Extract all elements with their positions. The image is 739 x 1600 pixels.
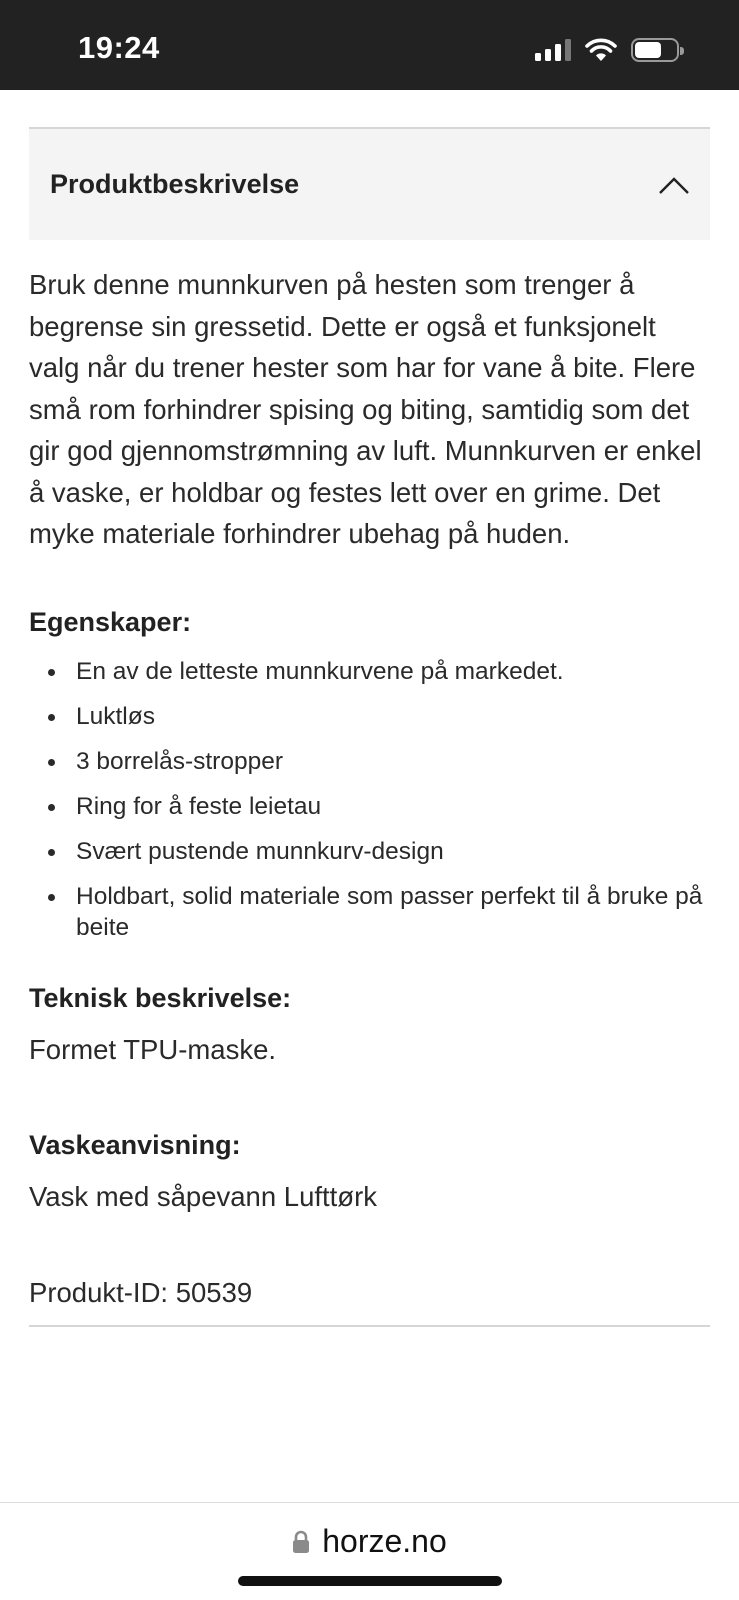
home-indicator[interactable]: [238, 1576, 502, 1586]
feature-item: Luktløs: [29, 701, 710, 732]
product-description-text: Bruk denne munnkurven på hesten som trenger å begrense sin gressetid. Dette er også et funksjonelt valg når du trener hester som har for vane å bite. Flere små rom forhindrer spising og biting, samtidig som det gir god gjennomstrømning av luft. Munnkurven er enkel å vaske, er holdbar og festes lett over en grime. Det myke materiale forhindrer ubehag på huden.: [29, 269, 702, 549]
lock-icon: [292, 1530, 310, 1554]
url-display[interactable]: [0, 1523, 739, 1560]
browser-address-bar[interactable]: [0, 1502, 739, 1600]
washing-text: Vask med såpevann Lufttørk: [29, 1180, 377, 1212]
url-text: horze.no: [322, 1523, 447, 1559]
battery-icon: [631, 38, 679, 62]
product-description-section: [29, 127, 710, 1327]
status-time: 19:24: [78, 30, 160, 65]
status-icons: [535, 36, 679, 64]
technical-heading: Teknisk beskrivelse:: [29, 982, 292, 1013]
wifi-icon: [585, 38, 617, 62]
feature-item: 3 borrelås-stropper: [29, 746, 710, 777]
status-bar: [0, 0, 739, 90]
product-id: Produkt-ID: 50539: [29, 1277, 710, 1327]
feature-item: Holdbart, solid materiale som passer perfekt til å bruke på beite: [29, 881, 710, 943]
feature-item: Ring for å feste leietau: [29, 791, 710, 822]
features-heading: Egenskaper:: [29, 606, 192, 637]
chevron-up-icon[interactable]: [658, 175, 690, 195]
product-description-accordion[interactable]: [29, 129, 710, 240]
feature-item: En av de letteste munnkurvene på markedet.: [29, 656, 710, 687]
washing-heading: Vaskeanvisning:: [29, 1129, 241, 1160]
feature-item: Svært pustende munnkurv-design: [29, 836, 710, 867]
accordion-title: Produktbeskrivelse: [50, 169, 300, 199]
features-list: [29, 656, 710, 943]
cellular-signal-icon: [535, 39, 571, 61]
technical-text: Formet TPU-maske.: [29, 1033, 277, 1065]
